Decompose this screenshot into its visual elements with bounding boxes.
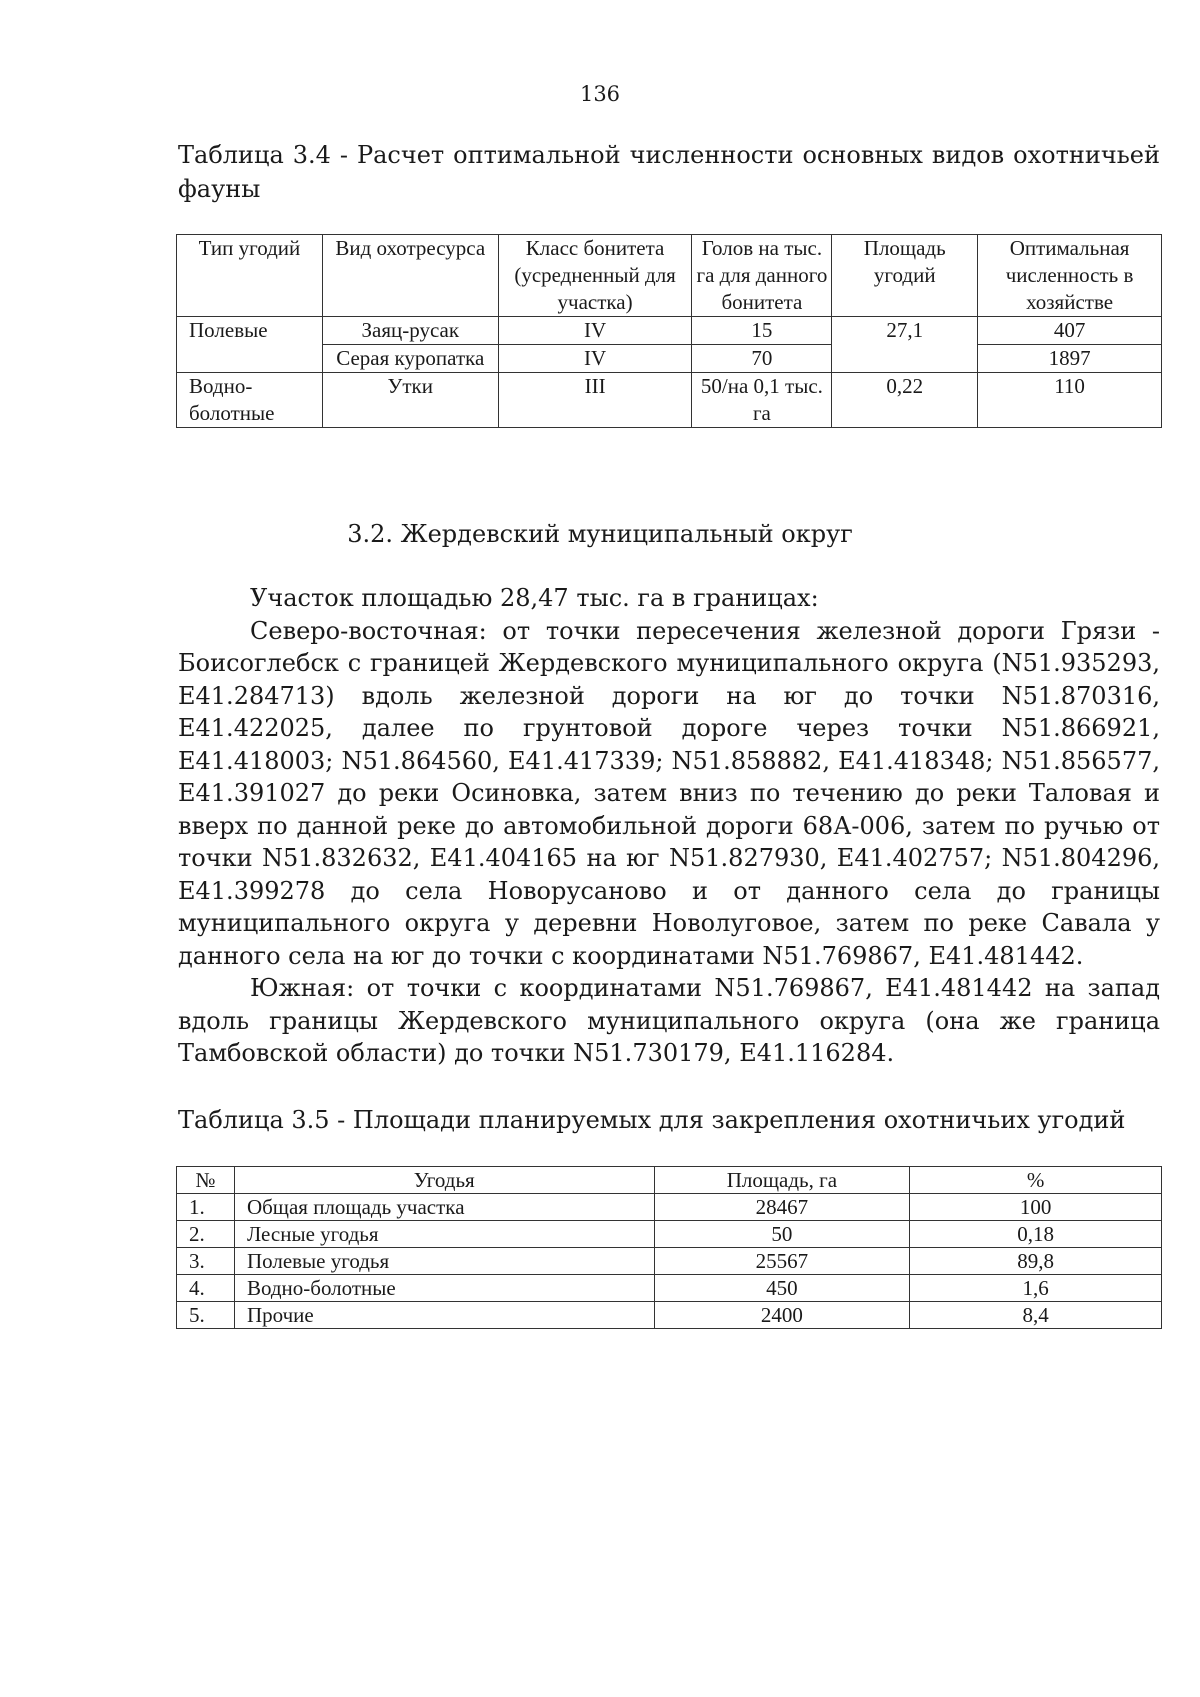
cell-percent: 1,6 [910,1275,1162,1302]
paragraph-south: Южная: от точки с координатами N51.769867, E41.481442 на запад вдоль границы Жердевского муниципального округа (она же граница Тамбовской области) до точки N51.730179, E41.116284. [178,974,1160,1067]
table-row [177,317,1162,345]
table-row [177,345,1162,373]
cell-heads: 15 [692,317,832,345]
header-num: № [177,1167,235,1194]
cell-area: 450 [654,1275,910,1302]
header-species: Вид охотресурса [322,235,498,317]
cell-percent: 100 [910,1194,1162,1221]
paragraph-north-east: Северо-восточная: от точки пересечения железной дороги Грязи - Боисоглебск с границей Жердевского муниципального округа (N51.935293, E41.284713) вдоль железной дороги на юг до точки N51.870316, E41.422025, далее по грунтовой дороге через точки N51.866921, E41.418003; N51.864560, E41.417339; N51.858882, E41.418348; N51.856577, E41.391027 до реки Осиновка, затем вниз по течению до реки Таловая и вверх по данной реке до автомобильной дороги 68А-006, затем по ручью от точки N51.832632, E41.404165 на юг N51.827930, E41.402757; N51.804296, E41.399278 до села Новорусаново и от данного села до границы муниципального округа у деревни Новолуговое, затем по реке Савала у данного села на юг до точки с координатами N51.769867, E41.481442. [178,616,1160,970]
cell-class: III [498,373,692,428]
table-header-row [177,1167,1162,1194]
cell-area: 28467 [654,1194,910,1221]
cell-optimal: 110 [978,373,1162,428]
cell-species: Утки [322,373,498,428]
cell-num: 3. [177,1248,235,1275]
table-3-5 [176,1166,1162,1329]
cell-area: 2400 [654,1302,910,1329]
header-type: Тип угодий [177,235,323,317]
header-heads: Голов на тыс. га для данного бонитета [692,235,832,317]
page-number: 136 [579,82,621,106]
cell-percent: 8,4 [910,1302,1162,1329]
table-3-4 [176,234,1162,428]
cell-num: 1. [177,1194,235,1221]
cell-land: Водно-болотные [234,1275,654,1302]
header-percent: % [910,1167,1162,1194]
table-row [177,1194,1162,1221]
cell-num: 2. [177,1221,235,1248]
section-heading: 3.2. Жердевский муниципальный округ [347,520,853,548]
cell-percent: 89,8 [910,1248,1162,1275]
table-row [177,1221,1162,1248]
cell-species: Серая куропатка [322,345,498,373]
cell-heads: 50/на 0,1 тыс. га [692,373,832,428]
cell-type: Водно-болотные [177,373,323,428]
cell-area: 25567 [654,1248,910,1275]
cell-class: IV [498,345,692,373]
cell-land: Прочие [234,1302,654,1329]
cell-area: 50 [654,1221,910,1248]
cell-optimal: 1897 [978,345,1162,373]
paragraph-intro: Участок площадью 28,47 тыс. га в границах: [250,584,819,612]
cell-num: 4. [177,1275,235,1302]
table-3-4-caption: Таблица 3.4 - Расчет оптимальной численности основных видов охотничьей фауны [178,141,1160,203]
table-row [177,373,1162,428]
cell-land: Полевые угодья [234,1248,654,1275]
cell-species: Заяц-русак [322,317,498,345]
table-3-5-caption: Таблица 3.5 - Площади планируемых для закрепления охотничьих угодий [178,1106,1126,1134]
cell-percent: 0,18 [910,1221,1162,1248]
header-area: Площадь, га [654,1167,910,1194]
body-text [178,582,1160,1070]
header-area: Площадь угодий [832,235,978,317]
header-land: Угодья [234,1167,654,1194]
cell-num: 5. [177,1302,235,1329]
header-optimal: Оптимальная численность в хозяйстве [978,235,1162,317]
header-class: Класс бонитета (усредненный для участка) [498,235,692,317]
cell-area: 0,22 [832,373,978,428]
cell-class: IV [498,317,692,345]
table-row [177,1248,1162,1275]
cell-land: Лесные угодья [234,1221,654,1248]
cell-heads: 70 [692,345,832,373]
cell-type: Полевые [177,317,323,373]
cell-optimal: 407 [978,317,1162,345]
cell-area: 27,1 [832,317,978,373]
table-row [177,1302,1162,1329]
table-header-row [177,235,1162,317]
cell-land: Общая площадь участка [234,1194,654,1221]
table-row [177,1275,1162,1302]
